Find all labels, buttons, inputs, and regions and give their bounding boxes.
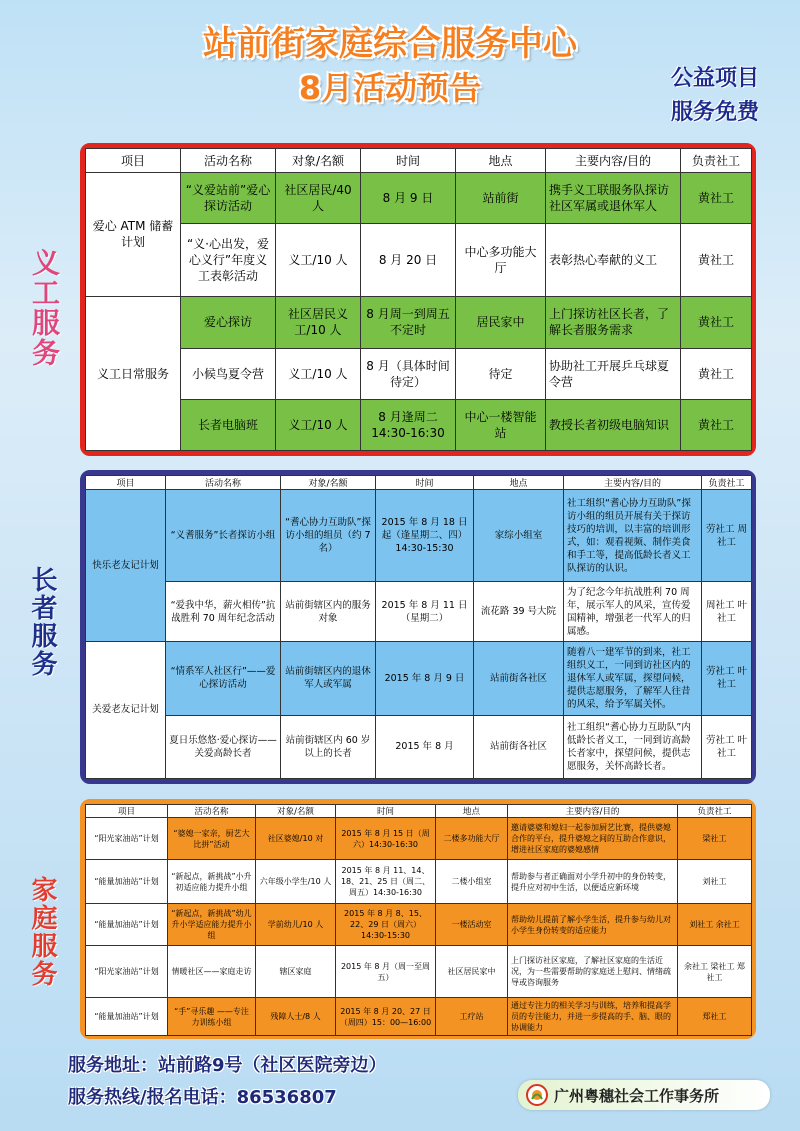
- table-row: [86, 904, 752, 946]
- activity-name: “新起点，新挑战”小升初适应能力提升小组: [168, 860, 256, 904]
- place-cell: 中心多功能大厅: [456, 223, 546, 297]
- col-header: 项目: [86, 805, 168, 818]
- col-header: 主要内容/目的: [564, 476, 702, 490]
- col-header: 活动名称: [168, 805, 256, 818]
- worker-cell: 余社工 梁社工 郑社工: [678, 946, 752, 998]
- col-header: 对象/名额: [256, 805, 336, 818]
- volunteer-panel: [80, 143, 756, 456]
- place-cell: 居民家中: [456, 297, 546, 348]
- time-cell: 2015 年 8 月 11 日（星期二）: [376, 582, 474, 641]
- title-line-2: 8月活动预告: [298, 69, 482, 107]
- badge-line-1: 公益项目: [670, 66, 759, 91]
- time-cell: 8 月 9 日: [361, 172, 456, 223]
- worker-cell: 刘社工: [678, 860, 752, 904]
- col-header: 地点: [474, 476, 564, 490]
- place-cell: 站前街各社区: [474, 641, 564, 715]
- target-cell: “耆心协力互助队”探访小组的组员（约 7 名）: [281, 490, 376, 582]
- activity-name: “义耆服务”长者探访小组: [166, 490, 281, 582]
- activity-name: 小候鸟夏令营: [181, 348, 276, 399]
- col-header: 时间: [336, 805, 436, 818]
- col-header: 活动名称: [181, 149, 276, 173]
- activity-name: 长者电脑班: [181, 399, 276, 450]
- family-table: [85, 804, 752, 1036]
- table-row: [86, 490, 752, 582]
- table-row: [86, 998, 752, 1036]
- activity-name: “婆媳一家亲，厨艺大比拼”活动: [168, 818, 256, 860]
- col-header: 负责社工: [681, 149, 752, 173]
- organization-logo-icon: [526, 1084, 548, 1106]
- table-row: [86, 399, 752, 450]
- content-cell: 社工组织“耆心协力互助队”探访小组的组员开展有关于探访技巧的培训，以丰富的培训形式，如：观看视频、制作美食和手工等，提高低龄长者义工队探访的认识。: [564, 490, 702, 582]
- organization-banner: [518, 1080, 770, 1110]
- col-header: 时间: [376, 476, 474, 490]
- activity-name: “爱我中华，薪火相传”抗战胜利 70 周年纪念活动: [166, 582, 281, 641]
- place-cell: 工疗站: [436, 998, 508, 1036]
- col-header: 负责社工: [702, 476, 752, 490]
- col-header: 主要内容/目的: [546, 149, 681, 173]
- content-cell: 协助社工开展乒乓球夏令营: [546, 348, 681, 399]
- content-cell: 上门探访社区家庭，了解社区家庭的生活近况，为一些需要帮助的家庭送上慰问、情绪疏导或咨询服务: [508, 946, 678, 998]
- col-header: 对象/名额: [281, 476, 376, 490]
- col-header: 活动名称: [166, 476, 281, 490]
- place-cell: 中心一楼智能站: [456, 399, 546, 450]
- worker-cell: 黄社工: [681, 172, 752, 223]
- free-service-badge: [640, 62, 790, 130]
- poster-title: [120, 22, 660, 110]
- service-hotline: 服务热线/报名电话：86536807: [68, 1087, 337, 1108]
- worker-cell: 周社工 叶社工: [702, 582, 752, 641]
- target-cell: 辖区家庭: [256, 946, 336, 998]
- activity-name: 情暖社区——家庭走访: [168, 946, 256, 998]
- table-row: [86, 641, 752, 715]
- project-cell: “能量加油站”计划: [86, 904, 168, 946]
- content-cell: 为了纪念今年抗战胜利 70 周年，展示军人的风采，宣传爱国精神，增强老一代军人的归属感。: [564, 582, 702, 641]
- content-cell: 教授长者初级电脑知识: [546, 399, 681, 450]
- content-cell: 通过专注力的相关学习与训练，培养和提高学员的专注能力，并进一步提高的手、脑、眼的协调能力: [508, 998, 678, 1036]
- activity-name: “手”寻乐趣 ——专注力训练小组: [168, 998, 256, 1036]
- place-cell: 家综小组室: [474, 490, 564, 582]
- table-row: [86, 172, 752, 223]
- time-cell: 2015 年 8 月 11、14、18、21、25 日（周二、周五）14:30-16:30: [336, 860, 436, 904]
- target-cell: 社区居民/40 人: [276, 172, 361, 223]
- elderly-table: [85, 475, 752, 779]
- col-header: 主要内容/目的: [508, 805, 678, 818]
- col-header: 负责社工: [678, 805, 752, 818]
- time-cell: 2015 年 8 月: [376, 715, 474, 779]
- project-cell: “阳光家油站”计划: [86, 818, 168, 860]
- place-cell: 二楼多功能大厅: [436, 818, 508, 860]
- section-label-volunteer: 义工服务: [28, 248, 61, 368]
- content-cell: 表彰热心奉献的义工: [546, 223, 681, 297]
- elderly-panel: [80, 470, 756, 784]
- col-header: 时间: [361, 149, 456, 173]
- target-cell: 义工/10 人: [276, 223, 361, 297]
- target-cell: 站前街辖区内的服务对象: [281, 582, 376, 641]
- time-cell: 8 月 20 日: [361, 223, 456, 297]
- content-cell: 社工组织“耆心协力互助队”内低龄长者义工，一同到访高龄长者家中，探望问候，提供志愿服务，关怀高龄长者。: [564, 715, 702, 779]
- content-cell: 邀请婆婆和媳妇一起参加厨艺比赛，提供婆媳合作的平台，提升婆媳之间的互助合作意识，增进社区家庭的婆媳感情: [508, 818, 678, 860]
- place-cell: 站前街: [456, 172, 546, 223]
- target-cell: 站前街辖区内的退休军人或军属: [281, 641, 376, 715]
- col-header: 地点: [456, 149, 546, 173]
- table-row: [86, 297, 752, 348]
- worker-cell: 郑社工: [678, 998, 752, 1036]
- worker-cell: 黄社工: [681, 348, 752, 399]
- content-cell: 随着八一建军节的到来，社工组织义工，一同到访社区内的退休军人或军属，探望问候，提供志愿服务，了解军人往昔的风采，给予军属关怀。: [564, 641, 702, 715]
- activity-name: “义·心出发，爱心义行”年度义工表彰活动: [181, 223, 276, 297]
- organization-name: 广州粤穗社会工作事务所: [554, 1086, 720, 1105]
- project-cell: 义工日常服务: [86, 297, 181, 451]
- project-cell: “能量加油站”计划: [86, 998, 168, 1036]
- project-cell: 快乐老友记计划: [86, 490, 166, 641]
- worker-cell: 黄社工: [681, 297, 752, 348]
- col-header: 项目: [86, 476, 166, 490]
- worker-cell: 劳社工 叶社工: [702, 641, 752, 715]
- table-row: [86, 348, 752, 399]
- table-header-row: [86, 476, 752, 490]
- target-cell: 社区婆媳/10 对: [256, 818, 336, 860]
- time-cell: 2015 年 8 月 18 日起（逢星期二、四）14:30-15:30: [376, 490, 474, 582]
- time-cell: 8 月逢周二 14:30-16:30: [361, 399, 456, 450]
- family-panel: [80, 799, 756, 1039]
- project-cell: “能量加油站”计划: [86, 860, 168, 904]
- title-line-1: 站前街家庭综合服务中心: [203, 24, 577, 64]
- activity-name: 爱心探访: [181, 297, 276, 348]
- col-header: 对象/名额: [276, 149, 361, 173]
- activity-name: 夏日乐悠悠·爱心探访——关爱高龄长者: [166, 715, 281, 779]
- place-cell: 一楼活动室: [436, 904, 508, 946]
- worker-cell: 刘社工 余社工: [678, 904, 752, 946]
- volunteer-table: [85, 148, 752, 451]
- worker-cell: 劳社工 周社工: [702, 490, 752, 582]
- content-cell: 携手义工联服务队探访社区军属或退休军人: [546, 172, 681, 223]
- target-cell: 六年级小学生/10 人: [256, 860, 336, 904]
- table-row: [86, 715, 752, 779]
- table-row: [86, 223, 752, 297]
- col-header: 地点: [436, 805, 508, 818]
- target-cell: 残障人士/8 人: [256, 998, 336, 1036]
- activity-name: “新起点，新挑战”幼儿升小学适应能力提升小组: [168, 904, 256, 946]
- content-cell: 上门探访社区长者，了解长者服务需求: [546, 297, 681, 348]
- time-cell: 8 月周一到周五不定时: [361, 297, 456, 348]
- target-cell: 站前街辖区内 60 岁以上的长者: [281, 715, 376, 779]
- activity-name: “情系军人社区行”——爱心探访活动: [166, 641, 281, 715]
- worker-cell: 劳社工 叶社工: [702, 715, 752, 779]
- table-row: [86, 582, 752, 641]
- target-cell: 义工/10 人: [276, 399, 361, 450]
- content-cell: 帮助参与者正确面对小学升初中的身份转变，提升应对初中生活，以便适应新环境: [508, 860, 678, 904]
- worker-cell: 黄社工: [681, 223, 752, 297]
- table-row: [86, 818, 752, 860]
- time-cell: 2015 年 8 月 9 日: [376, 641, 474, 715]
- time-cell: 2015 年 8 月 8、15、22、29 日（周六）14:30-15:30: [336, 904, 436, 946]
- place-cell: 社区居民家中: [436, 946, 508, 998]
- target-cell: 社区居民义工/10 人: [276, 297, 361, 348]
- table-row: [86, 946, 752, 998]
- target-cell: 学前幼儿/10 人: [256, 904, 336, 946]
- target-cell: 义工/10 人: [276, 348, 361, 399]
- project-cell: 爱心 ATM 储蓄计划: [86, 172, 181, 297]
- time-cell: 2015 年 8 月（周一至周五）: [336, 946, 436, 998]
- section-label-elderly: 长者服务: [27, 566, 57, 678]
- place-cell: 站前街各社区: [474, 715, 564, 779]
- activity-name: “义爱站前”爱心探访活动: [181, 172, 276, 223]
- time-cell: 2015 年 8 月 15 日（周六）14:30-16:30: [336, 818, 436, 860]
- time-cell: 2015 年 8 月 20、27 日（周四）15：00—16:00: [336, 998, 436, 1036]
- place-cell: 流花路 39 号大院: [474, 582, 564, 641]
- section-label-family: 家庭服务: [27, 876, 57, 988]
- project-cell: “阳光家油站”计划: [86, 946, 168, 998]
- project-cell: 关爱老友记计划: [86, 641, 166, 778]
- worker-cell: 梁社工: [678, 818, 752, 860]
- place-cell: 二楼小组室: [436, 860, 508, 904]
- col-header: 项目: [86, 149, 181, 173]
- table-row: [86, 860, 752, 904]
- badge-line-2: 服务免费: [670, 100, 759, 125]
- time-cell: 8 月（具体时间待定）: [361, 348, 456, 399]
- service-address: 服务地址：站前路9号（社区医院旁边）: [68, 1055, 387, 1076]
- place-cell: 待定: [456, 348, 546, 399]
- table-header-row: [86, 149, 752, 173]
- worker-cell: 黄社工: [681, 399, 752, 450]
- content-cell: 帮助幼儿提前了解小学生活，提升参与幼儿对小学生身份转变的适应能力: [508, 904, 678, 946]
- table-header-row: [86, 805, 752, 818]
